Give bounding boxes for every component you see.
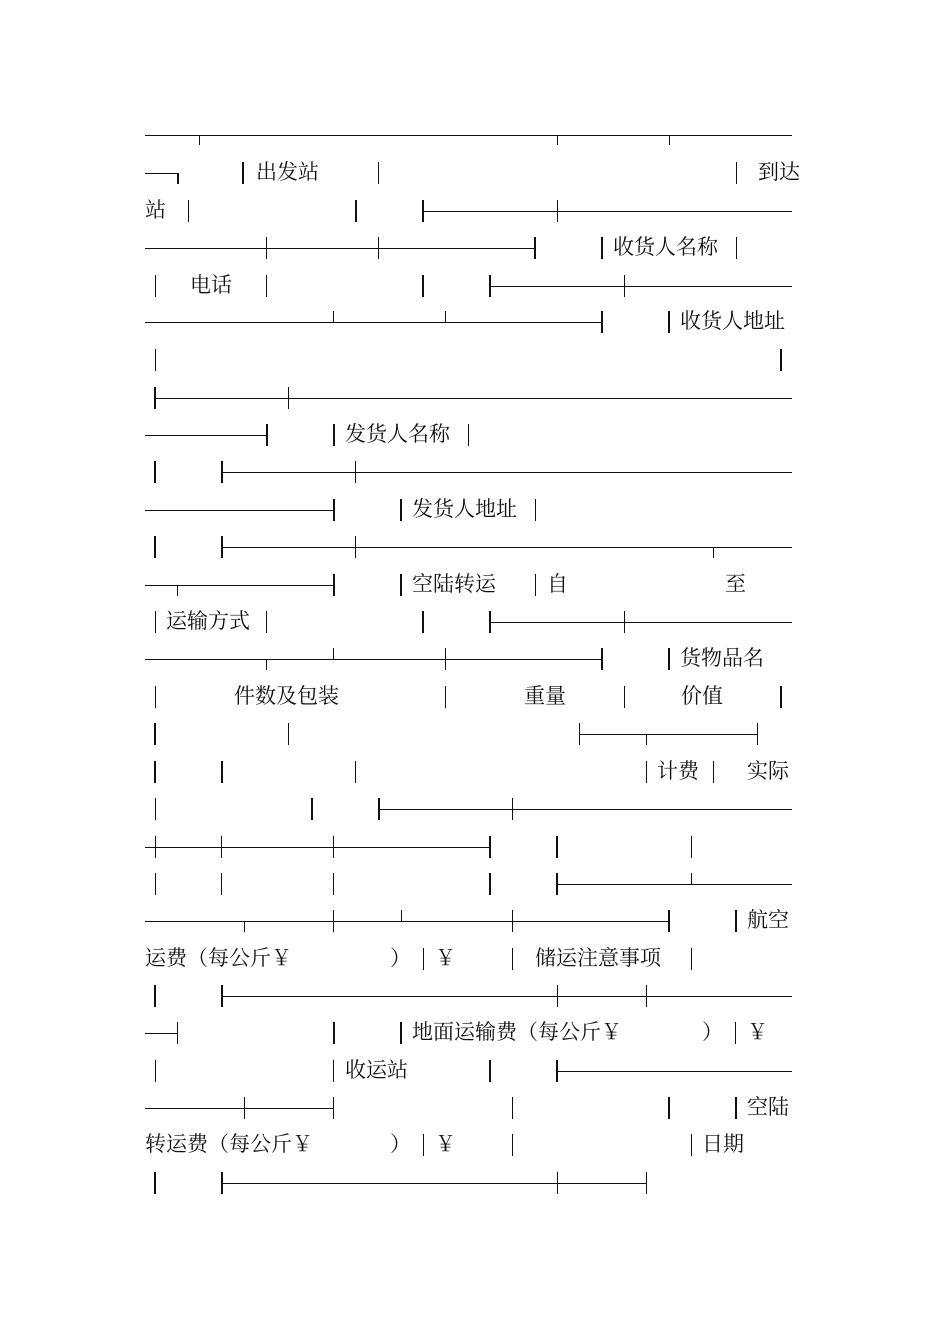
label-air-land-fee-yuan: ￥	[435, 1132, 456, 1156]
label-shipper-name: 发货人名称	[345, 422, 450, 446]
label-arrival-station-2: 站	[145, 198, 166, 222]
label-to: 至	[725, 572, 746, 596]
label-ground-freight-close-paren: ）	[702, 1020, 723, 1044]
label-phone: 电话	[190, 273, 232, 297]
label-air-land-fee-1: 空陆	[747, 1095, 789, 1119]
label-pieces-packing: 件数及包装	[234, 684, 339, 708]
label-goods-name: 货物品名	[680, 646, 764, 670]
label-ground-freight-yuan: ￥	[747, 1020, 768, 1044]
label-value: 价值	[681, 684, 723, 708]
label-from: 自	[547, 572, 568, 596]
label-air-land-fee-close-paren: ）	[390, 1132, 411, 1156]
form-line-19	[145, 809, 792, 845]
form-line-25	[145, 1020, 792, 1069]
label-departure-station: 出发站	[256, 160, 319, 184]
form-line-23	[145, 946, 792, 995]
form-line-26	[145, 1058, 792, 1107]
form-line-28	[145, 1132, 792, 1181]
form-line-6	[145, 309, 792, 358]
label-actual: 实际	[747, 759, 789, 783]
form-line-2	[145, 160, 800, 209]
label-receiving-station: 收运站	[345, 1058, 408, 1082]
label-shipper-address: 发货人地址	[412, 497, 517, 521]
form-line-29	[145, 1183, 792, 1219]
label-date: 日期	[702, 1132, 744, 1156]
label-air-freight-1: 航空	[747, 908, 789, 932]
label-consignee-name: 收货人名称	[613, 235, 718, 259]
label-arrival-station-1: 到达	[758, 160, 800, 184]
form-line-16	[145, 684, 792, 733]
label-air-freight-close-paren: ）	[390, 946, 411, 970]
form-line-7	[145, 360, 792, 396]
label-air-freight-yuan: ￥	[435, 946, 456, 970]
label-weight: 重量	[524, 684, 566, 708]
label-ground-freight: 地面运输费（每公斤￥	[412, 1020, 622, 1044]
form-line-21	[145, 884, 792, 920]
label-consignee-address: 收货人地址	[680, 309, 785, 333]
label-billing: 计费	[657, 759, 699, 783]
label-air-land-transfer: 空陆转运	[412, 572, 496, 596]
label-air-freight-2: 运费（每公斤￥	[145, 946, 292, 970]
form-line-20	[145, 847, 792, 883]
label-storage-notes: 储运注意事项	[535, 946, 661, 970]
label-air-land-fee-2: 转运费（每公斤￥	[145, 1132, 313, 1156]
label-transport-mode: 运输方式	[166, 609, 250, 633]
form-line-9	[145, 422, 792, 471]
form-line-4	[145, 235, 792, 284]
form-line-18	[145, 759, 792, 808]
form-line-11	[145, 497, 792, 546]
